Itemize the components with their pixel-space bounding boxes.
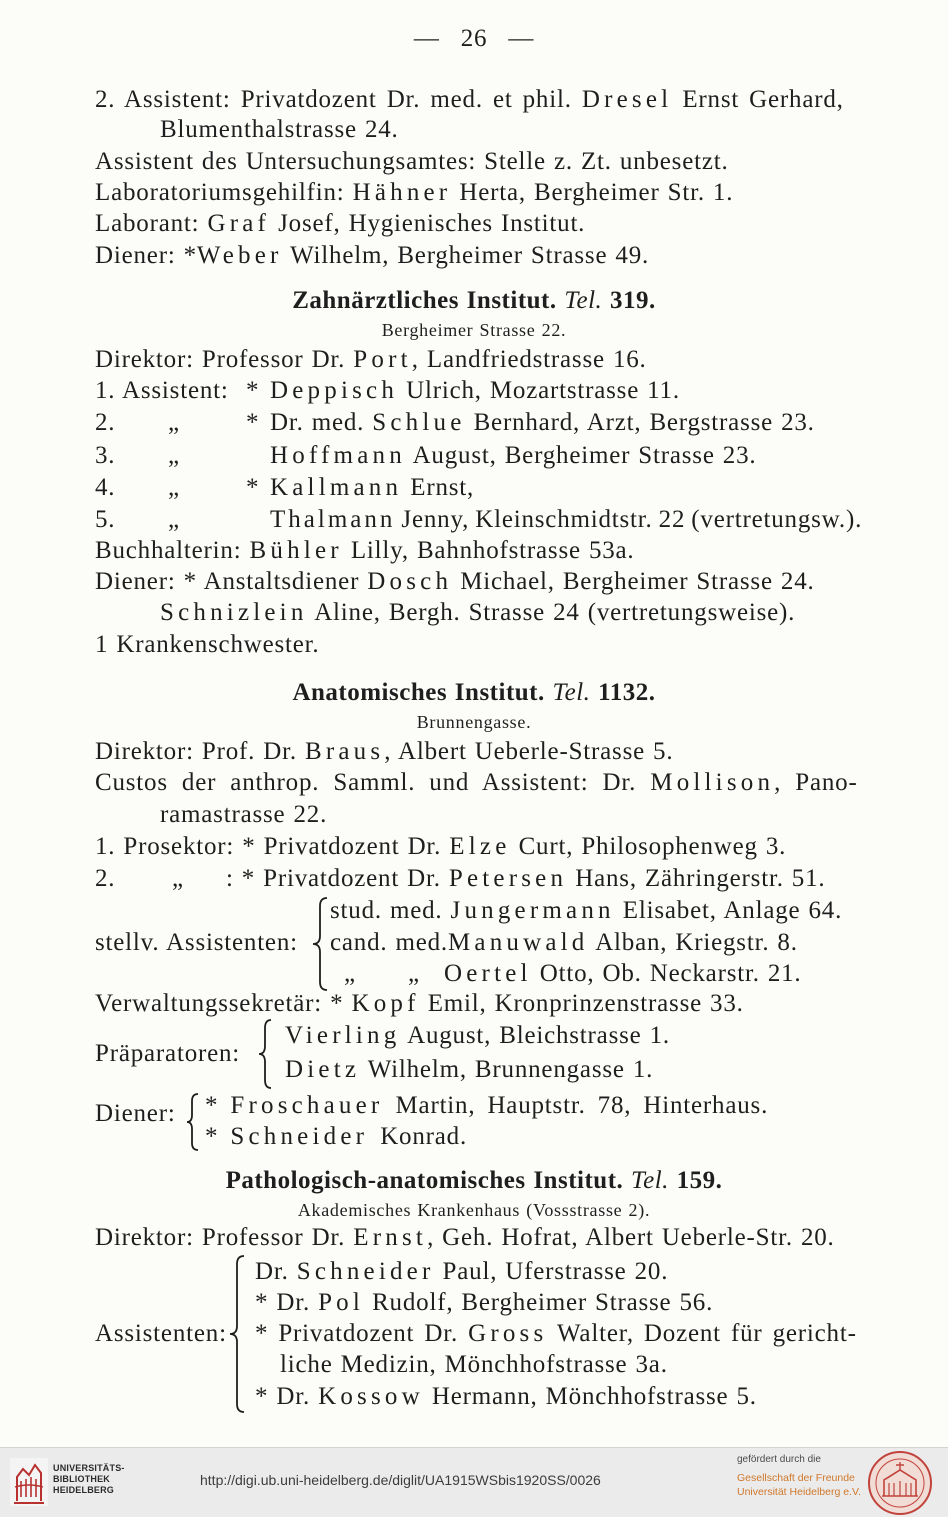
group-label: Diener: (95, 1100, 176, 1127)
entry-line (95, 989, 744, 1019)
tel-label: Tel. (631, 1167, 669, 1194)
star-mark: * (205, 1123, 219, 1150)
entry-text: Aline, Bergh. Strasse 24 (vertretungsweise). (314, 599, 796, 626)
entry-text: Michael, Bergheimer Strasse 24. (460, 568, 815, 595)
entry-text: Hermann, Mönchhofstrasse 5. (431, 1383, 757, 1410)
entry-text: Martin, Hauptstr. 78, Hinterhaus. (395, 1092, 769, 1119)
person-name: Ernst (353, 1224, 428, 1251)
entry-line (255, 1288, 713, 1318)
entry-line (160, 598, 795, 628)
star-mark: * (246, 377, 260, 404)
person-name: Pol (318, 1289, 365, 1316)
section-address: Akademisches Krankenhaus (Vossstrasse 2). (297, 1200, 651, 1220)
entry-text: , Pano- (774, 769, 858, 796)
person-name: Deppisch (270, 377, 399, 404)
entry-line (205, 1122, 467, 1152)
entry-text: Emil, Kronprinzenstrasse 33. (427, 990, 744, 1017)
ditto-mark: „ (168, 409, 180, 436)
tel-number: 1132. (598, 679, 656, 706)
entry-text: Laboratoriumsgehilfin: (95, 179, 345, 206)
person-name: Schneider (296, 1258, 435, 1285)
entry-text: * Privatdozent Dr. (255, 1320, 459, 1347)
entry-text: Hans, Zähringerstr. 51. (575, 865, 826, 892)
ditto-mark: „ (168, 474, 180, 501)
entry-text: Elisabet, Anlage 64. (622, 897, 843, 924)
entry-text: * Dr. (255, 1289, 310, 1316)
library-name-line: UNIVERSITÄTS- (53, 1463, 125, 1473)
entry-line: 1 Krankenschwester. (95, 631, 320, 658)
person-name: Kopf (351, 990, 420, 1017)
section-address: Brunnengasse. (416, 712, 532, 732)
library-name (53, 1463, 125, 1496)
entry-line (95, 768, 858, 798)
entry-text: Konrad. (380, 1123, 468, 1150)
entry-line (270, 473, 474, 503)
star-mark: * (246, 474, 260, 501)
tel-number: 159. (676, 1167, 723, 1194)
entry-number: 4. (95, 474, 116, 501)
sponsor-name[interactable] (737, 1471, 861, 1499)
page-number: — 26 — (413, 25, 535, 52)
library-name-line: BIBLIOTHEK (53, 1474, 110, 1484)
entry-text: August, Bleichstrasse 1. (407, 1022, 670, 1049)
ditto-mark: „ (172, 865, 184, 892)
person-name: Oertel (444, 960, 532, 987)
entry-line (95, 85, 844, 115)
person-name: Port (353, 346, 412, 373)
entry-text: Rudolf, Bergheimer Strasse 56. (372, 1289, 714, 1316)
star-mark: * (205, 1092, 219, 1119)
person-name: Froschauer (230, 1092, 384, 1119)
entry-text: Verwaltungssekretär: * (95, 990, 344, 1017)
person-name: Kallmann (270, 474, 403, 501)
entry-text: Dr. med. (270, 409, 365, 436)
sponsor-name-line: Universität Heidelberg e.V. (737, 1486, 861, 1498)
group-label: Präparatoren: (95, 1040, 241, 1067)
entry-text: Laborant: (95, 210, 200, 237)
entry-line (95, 241, 649, 271)
sponsor-name-line: Gesellschaft der Freunde (737, 1472, 855, 1484)
person-name: Graf (207, 210, 271, 237)
entry-text: Buchhalterin: (95, 537, 242, 564)
entry-text: Paul, Uferstrasse 20. (442, 1258, 669, 1285)
entry-text: Direktor: Prof. Dr. (95, 738, 297, 765)
section-heading (0, 1166, 948, 1196)
entry-line (270, 441, 756, 471)
entry-number: 5. (95, 506, 116, 533)
entry-text: Herta, Bergheimer Str. 1. (459, 179, 734, 206)
entry-text: Lilly, Bahnhofstrasse 53a. (350, 537, 635, 564)
entry-text: cand. med. (330, 929, 448, 956)
person-name: Dosch (367, 568, 453, 595)
group-label: stellv. Assistenten: (95, 929, 298, 956)
tel-number: 319. (610, 287, 656, 314)
ditto-mark: „ (344, 960, 356, 987)
entry-continuation: ramastrasse 22. (160, 801, 328, 828)
section-heading (0, 286, 948, 316)
person-name: Petersen (448, 865, 568, 892)
library-footer (0, 1447, 948, 1517)
entry-line (255, 1319, 857, 1349)
entry-text: Alban, Kriegstr. 8. (595, 929, 798, 956)
person-name: Dietz (285, 1056, 361, 1083)
entry-line (270, 376, 680, 406)
entry-number: 2. (95, 409, 116, 436)
section-heading (0, 678, 948, 708)
entry-continuation: liche Medizin, Mönchhofstrasse 3a. (280, 1351, 668, 1378)
entry-line (285, 1021, 670, 1051)
curly-brace (313, 898, 327, 990)
person-name: Mollison (650, 769, 775, 796)
ditto-mark: „ (408, 960, 420, 987)
group-label: Assistenten: (95, 1320, 227, 1347)
entry-line (95, 178, 733, 208)
entry-line (270, 408, 815, 438)
entry-text: 1. Prosektor: * Privatdozent Dr. (95, 833, 442, 860)
entry-text: Bernhard, Arzt, Bergstrasse 23. (473, 409, 815, 436)
entry-text: Otto, Ob. Neckarstr. 21. (539, 960, 802, 987)
entry-line (95, 567, 815, 597)
entry-text: , Landfriedstrasse 16. (411, 346, 647, 373)
ditto-mark: „ (168, 442, 180, 469)
permalink-url[interactable]: http://digi.ub.uni-heidelberg.de/diglit/UA1915WSbis1920SS/0026 (200, 1472, 601, 1488)
entry-text: Walter, Dozent für gericht- (557, 1320, 857, 1347)
person-name: Hoffmann (270, 442, 406, 469)
person-name: Manuwald (447, 929, 589, 956)
person-name: Braus (304, 738, 385, 765)
entry-line (95, 209, 585, 239)
entry-text: Josef, Hygienisches Institut. (278, 210, 586, 237)
heading-title: Anatomisches Institut. (292, 679, 545, 706)
entry-line (95, 832, 786, 862)
entry-number: 1. Assistent: (95, 377, 229, 404)
entry-number: 3. (95, 442, 116, 469)
entry-line (330, 928, 798, 958)
person-name: Thalmann (270, 506, 396, 533)
person-name: Vierling (285, 1022, 401, 1049)
entry-text: Ernst Gerhard, (682, 86, 844, 113)
curly-brace (259, 1020, 271, 1088)
star-mark: * (246, 409, 260, 436)
entry-line (444, 959, 801, 989)
entry-line (255, 1382, 757, 1412)
entry-line (226, 864, 825, 894)
entry-text: Wilhelm, Brunnengasse 1. (367, 1056, 654, 1083)
entry-text: Direktor: Professor Dr. (95, 1224, 346, 1251)
entry-number: 2. (95, 865, 116, 892)
entry-line (270, 505, 862, 535)
person-name: Schneider (230, 1123, 369, 1150)
entry-text: : * Privatdozent Dr. (226, 865, 441, 892)
person-name: Gross (468, 1320, 548, 1347)
tel-label: Tel. (552, 679, 591, 706)
entry-line (205, 1091, 768, 1121)
heading-title: Zahnärztliches Institut. (292, 287, 557, 314)
entry-text: Diener: * Anstaltsdiener (95, 568, 360, 595)
person-name: Schnizlein (160, 599, 308, 626)
sponsor-intro: gefördert durch die (737, 1454, 821, 1465)
entry-text: stud. med. (330, 897, 443, 924)
entry-continuation: Blumenthalstrasse 24. (160, 116, 399, 143)
person-name: Bühler (249, 537, 343, 564)
entry-text: * Dr. (255, 1383, 310, 1410)
sponsor-seal-icon (866, 1450, 934, 1516)
heading-title: Pathologisch-anatomisches Institut. (225, 1167, 624, 1194)
library-name-line: HEIDELBERG (53, 1485, 115, 1495)
entry-text: Ulrich, Mozartstrasse 11. (406, 377, 680, 404)
entry-text: Direktor: Professor Dr. (95, 346, 346, 373)
entry-line (255, 1257, 668, 1287)
person-name: Weber (196, 242, 283, 269)
person-name: Jungermann (450, 897, 615, 924)
entry-line (330, 896, 842, 926)
library-logo-icon[interactable] (9, 1457, 49, 1507)
tel-label: Tel. (564, 287, 603, 314)
entry-text: Dr. (255, 1258, 289, 1285)
person-name: Kossow (318, 1383, 424, 1410)
curly-brace (187, 1094, 198, 1150)
entry-text: Diener: * (95, 242, 197, 269)
director-line (95, 1223, 835, 1253)
entry-line: Assistent des Untersuchungsamtes: Stelle z. Zt. unbesetzt. (95, 148, 729, 175)
director-line (95, 737, 673, 767)
entry-text: , Albert Ueberle-Strasse 5. (384, 738, 674, 765)
entry-text: Custos der anthrop. Samml. und Assistent: Dr. (95, 769, 637, 796)
person-name: Schlue (372, 409, 466, 436)
entry-line (285, 1055, 653, 1085)
curly-brace (230, 1256, 244, 1412)
entry-text: , Geh. Hofrat, Albert Ueberle-Str. 20. (427, 1224, 835, 1251)
person-name: Hähner (352, 179, 452, 206)
entry-text: August, Bergheimer Strasse 23. (412, 442, 757, 469)
section-address: Bergheimer Strasse 22. (381, 320, 567, 340)
person-name: Elze (449, 833, 511, 860)
entry-text: Wilhelm, Bergheimer Strasse 49. (290, 242, 650, 269)
entry-text: Ernst, (410, 474, 475, 501)
entry-line (95, 536, 635, 566)
person-name: Dresel (581, 86, 673, 113)
director-line (95, 345, 647, 375)
ditto-mark: „ (168, 506, 180, 533)
entry-text: Curt, Philosophenweg 3. (518, 833, 787, 860)
entry-text: Jenny, Kleinschmidtstr. 22 (vertretungsw.). (401, 506, 863, 533)
entry-text: 2. Assistent: Privatdozent Dr. med. et phil. (95, 86, 572, 113)
